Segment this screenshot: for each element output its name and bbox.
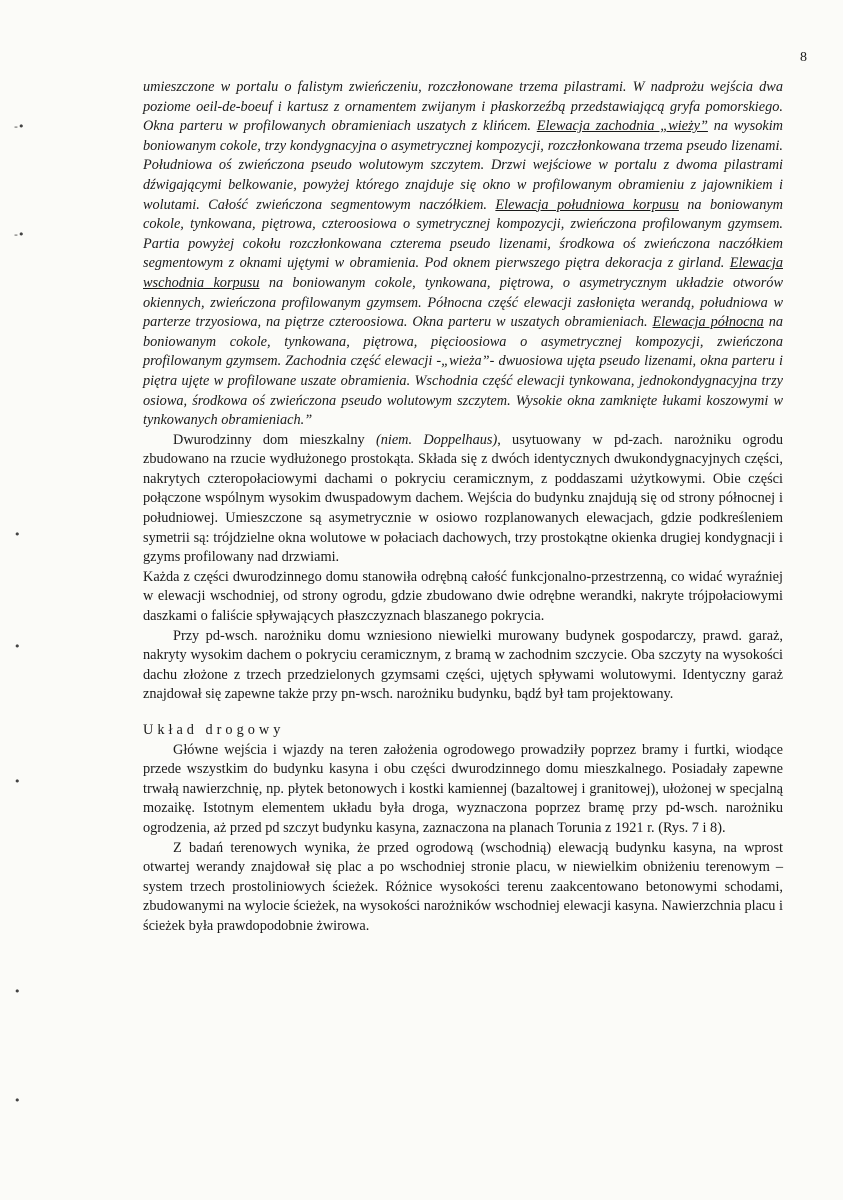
margin-mark: •: [14, 1094, 21, 1107]
paragraph-roads: Główne wejścia i wjazdy na teren założenia ogrodowego prowadziły poprzez bramy i furtki, wiodące przede wszystkim do budynku kasyna i obu części dwurodzinnego domu mieszkalnego. Posiadały zapewne trwałą nawierzchnię, np. płytek betonowych i kostki kamiennej (bazaltowej i granitowej), ułożonej w specjalną mozaikę. Istotnym elementem układu była droga, wyznaczona poprzez bramę przy pd-wsch. narożniku ogrodzenia, aż przed pd szczyt budynku kasyna, zaznaczona na planach Torunia z 1921 r. (Rys. 7 i 8).: [143, 741, 783, 836]
margin-mark: -•: [14, 228, 25, 241]
quote-heading-east-body: Elewacja wschodnia korpusu: [143, 255, 783, 291]
paragraph-terrain: Z badań terenowych wynika, że przed ogrodową (wschodnią) elewacją budynku kasyna, na wprost otwartej werandy znajdował się plac a po wschodniej stronie placu, w niewielkim obniżeniu terenowym – system trzech prostoliniowych ścieżek. Różnice wysokości terenu zaakcentowano betonowymi schodami, zbudowanymi na wylocie ścieżek, na wysokości narożników wschodniej elewacji kasyna. Nawierzchnia placu i ścieżek była prawdopodobnie żwirowa.: [143, 839, 783, 934]
quote-segment: na boniowanym cokole, tynkowana, piętrowa, o asymetrycznym układzie otworów okiennych, zwieńczona profilowanym gzymsem. Północna część elewacji zasłonięta werandą, południowa w parterze trzyosiowa, na piętrze czteroosiowa. Okna parteru w uszatych obramieniach.: [143, 274, 783, 331]
paragraph-house-lead: Dwurodzinny dom mieszkalny: [173, 431, 376, 448]
quote-heading-west-tower: Elewacja zachodnia „wieży”: [536, 118, 708, 135]
margin-mark: -•: [14, 120, 25, 133]
document-body: [143, 78, 783, 937]
margin-mark: •: [14, 528, 21, 541]
paragraph-house: [143, 431, 783, 568]
quote-heading-south-body: Elewacja południowa korpusu: [495, 196, 679, 213]
quote-segment: umieszczone w portalu o falistym zwieńczeniu, rozczłonowane trzema pilastrami. W nadprożu wejścia dwa poziome oeil-de-boeuf i kartusz z ornamentem zwijanym i płaskorzeźbą przedstawiającą gryfa pomorskiego. Okna parteru w profilowanych obramieniach uszatych z klińcem.: [143, 79, 783, 135]
quote-segment: na wysokim boniowanym cokole, trzy kondygnacyjna o asymetrycznej kompozycji, rozczłonkowana trzema pseudo lizenami. Południowa oś zwieńczona pseudo wolutowym szczytem. Drzwi wejściowe w portalu z dwoma pilastrami dźwigającymi belkowanie, powyżej którego znajduje się okno w profilowanym obramieniu z jajownikiem i wolutami. Całość zwieńczona segmentowym naczółkiem.: [143, 118, 783, 213]
margin-mark: •: [14, 985, 21, 998]
german-term: (niem. Doppelhaus): [375, 431, 498, 448]
margin-mark: •: [14, 640, 21, 653]
paragraph-house-rest: , usytuowany w pd-zach. narożniku ogrodu zbudowano na rzucie wydłużonego prostokąta. Składa się z dwóch identycznych dwukondygnacyjnych części, nakrytych czteropołaciowymi dachami o pokryciu ceramicznym, z poddaszami użytkowymi. Obie części połączone wspólnym wysokim dwuspadowym dachem. Wejścia do budynku znajdują się od strony północnej i południowej. Umieszczone są asymetrycznie w osiowo rozplanowanych elewacjach, gdzie podkreśleniem symetrii są: trójdzielne okna wolutowe w połaciach dachowych, trzy prostokątne okienka drugiej kondygnacji i gzyms profilowany nad drzwiami.: [143, 431, 784, 566]
quote-segment: na boniowanym cokole, tynkowana, piętrowa, pięcioosiowa o asymetrycznej kompozycji, zwieńczona profilowanym gzymsem. Zachodnia część elewacji -„wieża”- dwuosiowa ujęta pseudo lizenami, okna parteru i piętra ujęte w profilowane uszate obramienia. Wschodnia część elewacji tynkowana, jednokondygnacyjna trzy osiowa, środkowa oś zwieńczona pseudo wolutowym szczytem. Wysokie okna zamknięte łukami koszowymi w tynkowanych obramieniach.”: [143, 314, 784, 429]
paragraph-parts: Każda z części dwurodzinnego domu stanowiła odrębną całość funkcjonalno-przestrzenną, co widać wyraźniej w elewacji wschodniej, od strony ogrodu, gdzie zbudowano dwie odrębne werandki, nakryte trójpołaciowymi daszkami o faliście spływających płaszczyznach blaszanego pokrycia.: [143, 568, 783, 625]
quote-heading-north: Elewacja północna: [652, 314, 764, 331]
quoted-description: [143, 78, 783, 431]
paragraph-garage: Przy pd-wsch. narożniku domu wzniesiono niewielki murowany budynek gospodarczy, prawd. garaż, nakryty wysokim dachem o pokryciu ceramicznym, z bramą w zachodnim szczycie. Oba szczyty na wysokości dachu złożone z trzech przedzielonych gzymsami części, ujętych spływami wolutowymi. Identyczny garaż znajdował się zapewne także przy pn-wsch. narożniku budynku, bądź był tam projektowany.: [143, 627, 783, 703]
margin-mark: •: [14, 775, 21, 788]
page-number: 8: [800, 50, 807, 65]
quote-segment: na boniowanym cokole, tynkowana, piętrowa, czteroosiowa o symetrycznej kompozycji, zwieńczona profilowanym gzymsem. Partia powyżej cokołu rozczłonkowana czterema pseudo lizenami, środkowa oś zwieńczona naczółkiem segmentowym z oknami ujętymi w obramienia. Pod oknem pierwszego piętra dekoracja z girland.: [143, 196, 784, 272]
section-heading: Układ drogowy: [143, 722, 285, 738]
